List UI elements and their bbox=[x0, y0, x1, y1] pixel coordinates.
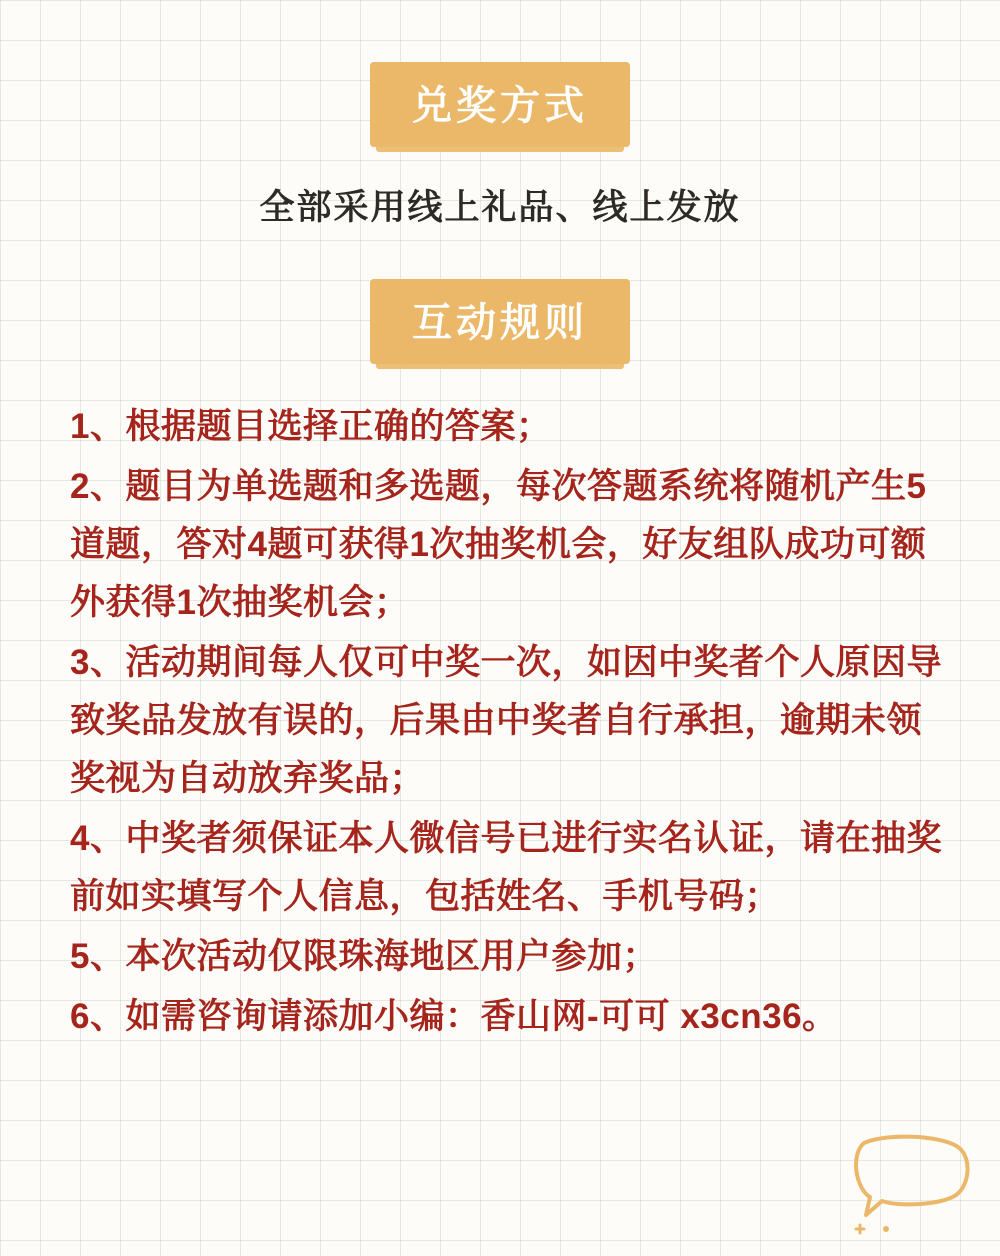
redeem-subtitle: 全部采用线上礼品、线上发放 bbox=[259, 188, 741, 227]
section-banner-rules: 互动规则 bbox=[370, 279, 630, 364]
rule-item: 4、中奖者须保证本人微信号已进行实名认证，请在抽奖前如实填写个人信息，包括姓名、手机号码； bbox=[70, 819, 942, 916]
rule-item: 5、本次活动仅限珠海地区用户参加； bbox=[70, 937, 658, 976]
rule-item: 1、根据题目选择正确的答案； bbox=[70, 407, 552, 446]
rule-item: 6、如需咨询请添加小编：香山网-可可 x3cn36。 bbox=[70, 997, 838, 1036]
speech-bubble-icon bbox=[846, 1133, 976, 1238]
rules-list bbox=[70, 398, 950, 1048]
section-banner-redeem: 兑奖方式 bbox=[370, 62, 630, 147]
rule-item: 3、活动期间每人仅可中奖一次，如因中奖者个人原因导致奖品发放有误的，后果由中奖者自行承担，逾期未领奖视为自动放弃奖品； bbox=[70, 643, 942, 798]
rule-item: 2、题目为单选题和多选题，每次答题系统将随机产生5道题，答对4题可获得1次抽奖机会，好友组队成功可额外获得1次抽奖机会； bbox=[70, 467, 927, 622]
